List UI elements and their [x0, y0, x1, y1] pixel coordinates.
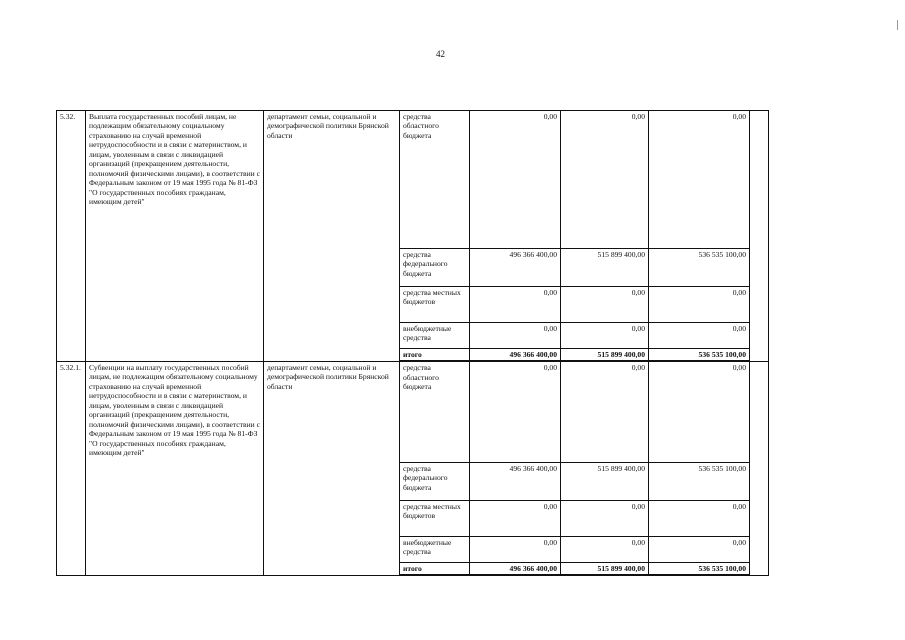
- amount-year-2-total: 515 899 400,00: [561, 562, 649, 575]
- funding-source: средства областного бюджета: [400, 361, 470, 462]
- section-code: 5.32.: [57, 111, 86, 362]
- amount-year-1: 0,00: [470, 500, 561, 536]
- amount-year-3: 0,00: [649, 536, 750, 562]
- section-description: Субвенции на выплату государственных пособий лицам, не подлежащим обязательному социальному страхованию на случай временной нетрудоспособности и в связи с материнством, и лицам, уволенным в связи с ликвидацией организаций (прекращением деятельности, полномочий физическими лицами), в соответствии с Федеральным законом от 19 мая 1995 года № 81-ФЗ "О государственных пособиях гражданам, имеющим детей": [86, 361, 264, 575]
- amount-year-3: 536 535 100,00: [649, 249, 750, 287]
- funding-source: средства федерального бюджета: [400, 462, 470, 500]
- funding-source: средства федерального бюджета: [400, 249, 470, 287]
- amount-year-2: 0,00: [561, 111, 649, 249]
- amount-year-1: 0,00: [470, 361, 561, 462]
- amount-year-1: 496 366 400,00: [470, 462, 561, 500]
- amount-year-1-total: 496 366 400,00: [470, 349, 561, 362]
- amount-year-3: 0,00: [649, 323, 750, 349]
- amount-year-2: 515 899 400,00: [561, 249, 649, 287]
- amount-year-1: 0,00: [470, 111, 561, 249]
- amount-year-2: 0,00: [561, 500, 649, 536]
- amount-year-1: 0,00: [470, 536, 561, 562]
- funding-source: средства областного бюджета: [400, 111, 470, 249]
- amount-year-3: 536 535 100,00: [649, 462, 750, 500]
- amount-year-1: 496 366 400,00: [470, 249, 561, 287]
- amount-year-2: 0,00: [561, 323, 649, 349]
- amount-year-3: 0,00: [649, 361, 750, 462]
- funding-source: средства местных бюджетов: [400, 287, 470, 323]
- amount-year-2: 515 899 400,00: [561, 462, 649, 500]
- amount-year-3-total: 536 535 100,00: [649, 562, 750, 575]
- funding-source-total: итого: [400, 562, 470, 575]
- section-code: 5.32.1.: [57, 361, 86, 575]
- scan-edge-mark: [897, 20, 898, 30]
- amount-year-2-total: 515 899 400,00: [561, 349, 649, 362]
- amount-year-1-total: 496 366 400,00: [470, 562, 561, 575]
- amount-year-2: 0,00: [561, 361, 649, 462]
- page-number: 42: [436, 49, 445, 59]
- amount-year-3: 0,00: [649, 287, 750, 323]
- section-description: Выплата государственных пособий лицам, не подлежащим обязательному социальному страхованию на случай временной нетрудоспособности и в связи с материнством, и лицам, уволенным в связи с ликвидацией организаций (прекращением деятельности, полномочий физическими лицами), в соответствии с Федеральным законом от 19 мая 1995 года № 81-ФЗ "О государственных пособиях гражданам, имеющим детей": [86, 111, 264, 362]
- table-row: [57, 361, 769, 462]
- amount-year-3: 0,00: [649, 500, 750, 536]
- amount-year-2: 0,00: [561, 287, 649, 323]
- empty-column: [750, 111, 769, 362]
- funding-source: средства местных бюджетов: [400, 500, 470, 536]
- section-executor: департамент семьи, социальной и демографической политики Брянской области: [264, 361, 400, 575]
- amount-year-1: 0,00: [470, 287, 561, 323]
- amount-year-1: 0,00: [470, 323, 561, 349]
- amount-year-2: 0,00: [561, 536, 649, 562]
- amount-year-3-total: 536 535 100,00: [649, 349, 750, 362]
- funding-source: внебюджетные средства: [400, 323, 470, 349]
- funding-source-total: итого: [400, 349, 470, 362]
- amount-year-3: 0,00: [649, 111, 750, 249]
- section-executor: департамент семьи, социальной и демографической политики Брянской области: [264, 111, 400, 362]
- funding-source: внебюджетные средства: [400, 536, 470, 562]
- empty-column: [750, 361, 769, 575]
- table-row: [57, 111, 769, 249]
- budget-table: [56, 110, 769, 576]
